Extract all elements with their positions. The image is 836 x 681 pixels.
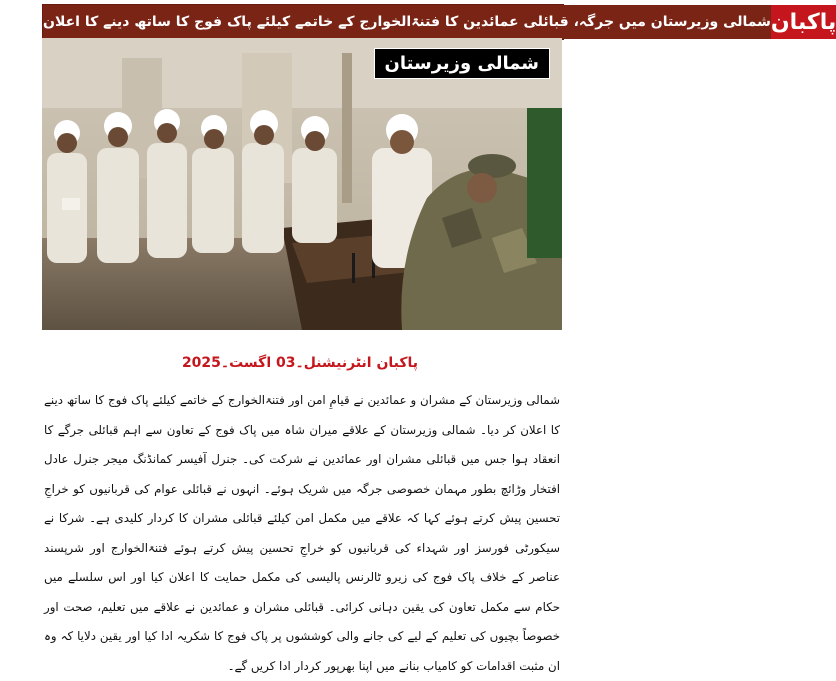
article-paragraph: شمالی وزیرستان کے مشران و عمائدین نے قیامِ امن اور فتنۃالخوارج کے خاتمے کیلئے پاک فوج کا ساتھ دینے کا اعلان کر دیا۔ شمالی وزیرستان کے علاقے میران شاہ میں پاک فوج کے تعاون سے اہم قبائلی جرگے کا انعقاد ہوا جس میں قبائلی مشران اور عمائدین نے شرکت کی۔ جنرل آفیسر کمانڈنگ میجر جنرل عادل افتخار وڑائچ بطور مہمان خصوصی جرگہ میں شریک ہوئے۔ انہوں نے قبائلی عوام کی قربانیوں کو خراجِ تحسین پیش کرتے ہوئے کہا کہ علاقے میں مکمل امن کیلئے قبائلی مشران کا کردار کلیدی ہے۔ شرکا نے سیکورٹی فورسز اور شہداء کی قربانیوں کو خراجِ تحسین پیش کرتے ہوئے فتنۃالخوارج اور شرپسند عناصر کے خلاف پاک فوج کی زیرو ٹالرنس پالیسی کی مکمل حمایت کا اعلان کیا اور اس سلسلے میں حکام سے مکمل تعاون کی یقین دہانی کرائی۔ قبائلی مشران و عمائدین نے علاقے میں تعلیم، صحت اور خصوصاً بچیوں کی تعلیم کے لیے کی جانے والی کوششوں پر پاک فوج کا شکریہ ادا کیا اور یقین دلایا کہ وہ ان مثبت اقدامات کو کامیاب بنانے میں اپنا بھرپور کردار ادا کریں گے۔ (44, 393, 560, 673)
jirga-meeting-photo (42, 38, 562, 330)
headline: شمالی وزیرستان میں جرگہ، قبائلی عمائدین کا فتنۃالخوارج کے خاتمے کیلئے پاک فوج کا ساتھ دینے کا اعلان (43, 5, 771, 39)
news-photo (42, 38, 562, 330)
region-badge: شمالی وزیرستان (374, 48, 550, 79)
brand-logo: پاکبان (771, 5, 836, 39)
dateline: پاکبان انٹرنیشنل۔03 اگست۔2025 (181, 355, 419, 371)
article-body (44, 386, 560, 681)
news-header (42, 4, 836, 40)
